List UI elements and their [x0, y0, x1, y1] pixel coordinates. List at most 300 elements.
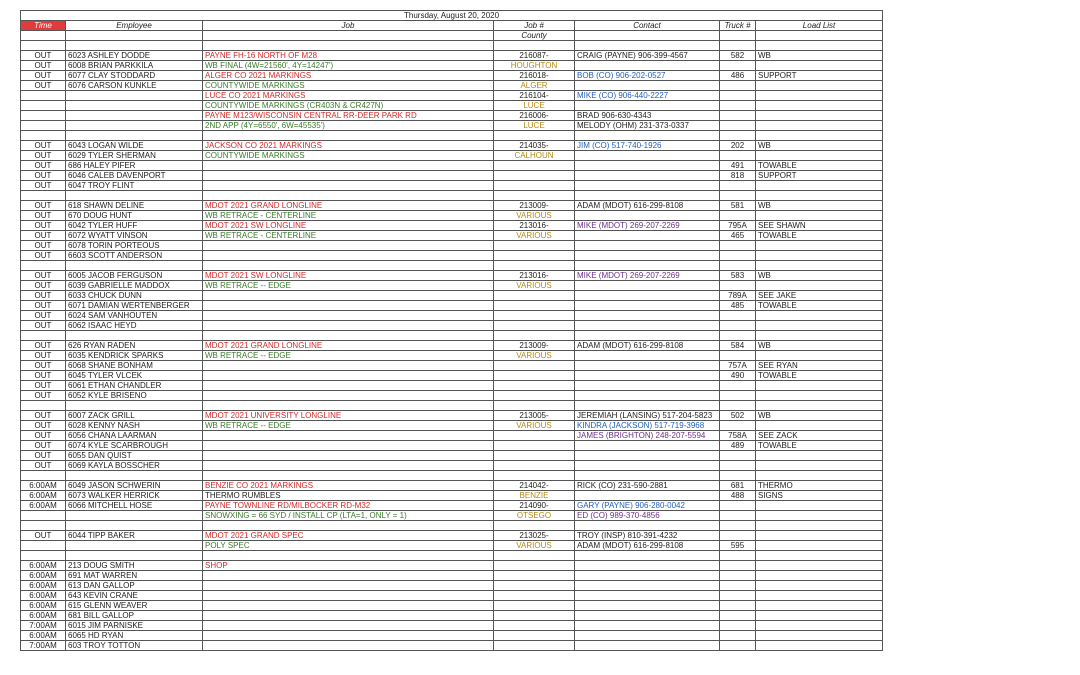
table-row	[21, 321, 883, 331]
employee-cell: 6008 BRIAN PARKKILA	[66, 61, 203, 71]
time-cell: OUT	[21, 431, 66, 441]
job-number-cell	[494, 241, 575, 251]
job-cell	[203, 591, 494, 601]
job-number-cell: 213016-	[494, 271, 575, 281]
employee-cell: 643 KEVIN CRANE	[66, 591, 203, 601]
employee-cell: 6033 CHUCK DUNN	[66, 291, 203, 301]
contact-cell: MIKE (MDOT) 269-207-2269	[575, 221, 720, 231]
job-number-cell: 214035-	[494, 141, 575, 151]
contact-cell: ADAM (MDOT) 616-299-8108	[575, 341, 720, 351]
time-cell: OUT	[21, 221, 66, 231]
table-row	[21, 101, 883, 111]
contact-cell	[575, 561, 720, 571]
table-row	[21, 111, 883, 121]
contact-cell	[575, 41, 720, 51]
job-cell	[203, 461, 494, 471]
truck-cell	[720, 511, 756, 521]
time-cell	[21, 101, 66, 111]
load-list-cell: THERMO	[756, 481, 883, 491]
load-list-cell	[756, 101, 883, 111]
table-row	[21, 641, 883, 651]
time-cell	[21, 91, 66, 101]
job-number-cell	[494, 171, 575, 181]
truck-cell	[720, 631, 756, 641]
spacer-row	[21, 401, 883, 411]
job-number-cell	[494, 261, 575, 271]
employee-cell	[66, 511, 203, 521]
load-list-cell	[756, 121, 883, 131]
job-number-cell: 216006-	[494, 111, 575, 121]
truck-cell	[720, 101, 756, 111]
truck-cell	[720, 151, 756, 161]
job-number-cell: 213005-	[494, 411, 575, 421]
contact-cell: RICK (CO) 231-590-2881	[575, 481, 720, 491]
contact-cell	[575, 191, 720, 201]
employee-cell: 6023 ASHLEY DODDE	[66, 51, 203, 61]
time-cell: OUT	[21, 321, 66, 331]
time-cell	[21, 551, 66, 561]
contact-cell	[575, 361, 720, 371]
contact-cell	[575, 101, 720, 111]
time-cell: 7:00AM	[21, 621, 66, 631]
contact-cell: ED (CO) 989-370-4856	[575, 511, 720, 521]
job-cell: COUNTYWIDE MARKINGS (CR403N & CR427N)	[203, 101, 494, 111]
employee-cell: 213 DOUG SMITH	[66, 561, 203, 571]
contact-cell	[575, 581, 720, 591]
job-cell	[203, 181, 494, 191]
time-cell: OUT	[21, 381, 66, 391]
table-row	[21, 511, 883, 521]
employee-cell	[66, 131, 203, 141]
contact-cell	[575, 281, 720, 291]
employee-cell: 6603 SCOTT ANDERSON	[66, 251, 203, 261]
job-cell: WB RETRACE -- EDGE	[203, 351, 494, 361]
job-cell: WB RETRACE -- EDGE	[203, 281, 494, 291]
header-employee: Employee	[66, 21, 203, 31]
job-number-cell	[494, 321, 575, 331]
job-number-cell	[494, 461, 575, 471]
truck-cell: 202	[720, 141, 756, 151]
contact-cell	[575, 181, 720, 191]
job-cell	[203, 41, 494, 51]
job-cell	[203, 521, 494, 531]
table-row	[21, 211, 883, 221]
load-list-cell: WB	[756, 341, 883, 351]
truck-cell	[720, 311, 756, 321]
load-list-cell	[756, 81, 883, 91]
truck-cell	[720, 521, 756, 531]
contact-cell	[575, 321, 720, 331]
job-cell: MDOT 2021 UNIVERSITY LONGLINE	[203, 411, 494, 421]
load-list-cell	[756, 581, 883, 591]
truck-cell: 584	[720, 341, 756, 351]
job-cell: MDOT 2021 SW LONGLINE	[203, 271, 494, 281]
employee-cell	[66, 91, 203, 101]
load-list-cell	[756, 41, 883, 51]
contact-cell: JIM (CO) 517-740-1926	[575, 141, 720, 151]
job-number-cell: 216018-	[494, 71, 575, 81]
employee-cell: 6056 CHANA LAARMAN	[66, 431, 203, 441]
contact-cell	[575, 461, 720, 471]
job-cell	[203, 241, 494, 251]
employee-cell: 6062 ISAAC HEYD	[66, 321, 203, 331]
time-cell: 6:00AM	[21, 561, 66, 571]
table-row	[21, 621, 883, 631]
contact-cell	[575, 61, 720, 71]
spacer-row	[21, 521, 883, 531]
employee-cell: 6076 CARSON KUNKLE	[66, 81, 203, 91]
truck-cell	[720, 421, 756, 431]
table-row	[21, 461, 883, 471]
time-cell: OUT	[21, 311, 66, 321]
employee-cell: 6046 CALEB DAVENPORT	[66, 171, 203, 181]
header-row	[21, 21, 883, 31]
time-cell: OUT	[21, 361, 66, 371]
contact-cell	[575, 371, 720, 381]
truck-cell	[720, 391, 756, 401]
schedule-sheet	[20, 10, 882, 651]
truck-cell	[720, 501, 756, 511]
time-cell	[21, 521, 66, 531]
contact-cell	[575, 471, 720, 481]
header-job-number: Job #	[494, 21, 575, 31]
load-list-cell	[756, 391, 883, 401]
load-list-cell	[756, 131, 883, 141]
truck-cell	[720, 571, 756, 581]
table-row	[21, 571, 883, 581]
truck-cell	[720, 611, 756, 621]
load-list-cell	[756, 61, 883, 71]
job-number-cell	[494, 591, 575, 601]
employee-cell: 6029 TYLER SHERMAN	[66, 151, 203, 161]
load-list-cell	[756, 251, 883, 261]
truck-cell	[720, 61, 756, 71]
time-cell: 6:00AM	[21, 501, 66, 511]
employee-cell: 6071 DAMIAN WERTENBERGER	[66, 301, 203, 311]
job-number-cell: 216087-	[494, 51, 575, 61]
contact-cell	[575, 291, 720, 301]
job-number-cell	[494, 601, 575, 611]
job-number-cell: CALHOUN	[494, 151, 575, 161]
job-number-cell	[494, 471, 575, 481]
time-cell	[21, 471, 66, 481]
time-cell: OUT	[21, 341, 66, 351]
load-list-cell	[756, 321, 883, 331]
truck-cell	[720, 351, 756, 361]
load-list-cell: SIGNS	[756, 491, 883, 501]
table-row	[21, 441, 883, 451]
job-cell	[203, 601, 494, 611]
time-cell: OUT	[21, 231, 66, 241]
job-number-cell: LUCE	[494, 121, 575, 131]
load-list-cell	[756, 151, 883, 161]
truck-cell	[720, 451, 756, 461]
job-number-cell	[494, 611, 575, 621]
job-cell: PAYNE TOWNLINE RD/MILBOCKER RD-M32	[203, 501, 494, 511]
table-row	[21, 421, 883, 431]
truck-cell	[720, 241, 756, 251]
job-number-cell	[494, 641, 575, 651]
contact-cell	[575, 621, 720, 631]
contact-cell: MIKE (MDOT) 269-207-2269	[575, 271, 720, 281]
job-number-cell: 213025-	[494, 531, 575, 541]
table-row	[21, 221, 883, 231]
spacer-row	[21, 41, 883, 51]
job-cell	[203, 291, 494, 301]
contact-cell	[575, 171, 720, 181]
job-cell	[203, 261, 494, 271]
employee-cell	[66, 541, 203, 551]
schedule-table	[20, 10, 883, 651]
job-number-cell	[494, 441, 575, 451]
contact-cell	[575, 241, 720, 251]
employee-cell: 6047 TROY FLINT	[66, 181, 203, 191]
load-list-cell	[756, 421, 883, 431]
load-list-cell	[756, 191, 883, 201]
load-list-cell: SEE ZACK	[756, 431, 883, 441]
job-number-cell: VARIOUS	[494, 351, 575, 361]
time-cell: OUT	[21, 271, 66, 281]
employee-cell: 6061 ETHAN CHANDLER	[66, 381, 203, 391]
time-cell: OUT	[21, 151, 66, 161]
employee-cell: 6007 ZACK GRILL	[66, 411, 203, 421]
job-cell	[203, 321, 494, 331]
spacer-row	[21, 471, 883, 481]
load-list-cell	[756, 471, 883, 481]
table-row	[21, 481, 883, 491]
contact-cell: JEREMIAH (LANSING) 517-204-5823	[575, 411, 720, 421]
load-list-cell	[756, 501, 883, 511]
time-cell: 6:00AM	[21, 481, 66, 491]
time-cell: OUT	[21, 291, 66, 301]
time-cell: OUT	[21, 201, 66, 211]
job-number-cell	[494, 581, 575, 591]
load-list-cell	[756, 541, 883, 551]
job-cell	[203, 371, 494, 381]
truck-cell: 581	[720, 201, 756, 211]
time-cell: OUT	[21, 241, 66, 251]
table-row	[21, 231, 883, 241]
truck-cell: 758A	[720, 431, 756, 441]
job-cell: COUNTYWIDE MARKINGS	[203, 151, 494, 161]
truck-cell	[720, 551, 756, 561]
truck-cell	[720, 191, 756, 201]
time-cell: OUT	[21, 171, 66, 181]
job-number-cell: HOUGHTON	[494, 61, 575, 71]
employee-cell: 615 GLENN WEAVER	[66, 601, 203, 611]
header-row-2	[21, 31, 883, 41]
load-list-cell	[756, 641, 883, 651]
truck-cell	[720, 591, 756, 601]
employee-cell: 6072 WYATT VINSON	[66, 231, 203, 241]
table-row	[21, 51, 883, 61]
job-number-cell	[494, 301, 575, 311]
truck-cell	[720, 471, 756, 481]
time-cell: OUT	[21, 181, 66, 191]
table-row	[21, 541, 883, 551]
contact-cell	[575, 301, 720, 311]
employee-cell: 6068 SHANE BONHAM	[66, 361, 203, 371]
job-number-cell: 214090-	[494, 501, 575, 511]
job-number-cell	[494, 181, 575, 191]
table-row	[21, 371, 883, 381]
employee-cell: 6044 TIPP BAKER	[66, 531, 203, 541]
employee-cell: 6005 JACOB FERGUSON	[66, 271, 203, 281]
truck-cell: 582	[720, 51, 756, 61]
employee-cell: 681 BILL GALLOP	[66, 611, 203, 621]
table-row	[21, 381, 883, 391]
employee-cell: 603 TROY TOTTON	[66, 641, 203, 651]
table-row	[21, 591, 883, 601]
truck-cell	[720, 321, 756, 331]
load-list-cell	[756, 451, 883, 461]
job-number-cell: VARIOUS	[494, 421, 575, 431]
job-cell	[203, 551, 494, 561]
truck-cell	[720, 381, 756, 391]
truck-cell	[720, 41, 756, 51]
job-number-cell: VARIOUS	[494, 231, 575, 241]
contact-cell: TROY (INSP) 810-391-4232	[575, 531, 720, 541]
time-cell	[21, 121, 66, 131]
spacer-row	[21, 131, 883, 141]
employee-cell: 6035 KENDRICK SPARKS	[66, 351, 203, 361]
employee-cell	[66, 41, 203, 51]
load-list-cell	[756, 211, 883, 221]
contact-cell: BRAD 906-630-4343	[575, 111, 720, 121]
job-cell: WB RETRACE -- EDGE	[203, 421, 494, 431]
time-cell: OUT	[21, 461, 66, 471]
job-number-cell	[494, 391, 575, 401]
job-cell: MDOT 2021 GRAND LONGLINE	[203, 201, 494, 211]
job-cell	[203, 191, 494, 201]
load-list-cell	[756, 401, 883, 411]
date-row	[21, 11, 883, 21]
job-cell: MDOT 2021 GRAND SPEC	[203, 531, 494, 541]
job-cell: MDOT 2021 SW LONGLINE	[203, 221, 494, 231]
truck-cell	[720, 211, 756, 221]
table-row	[21, 631, 883, 641]
truck-cell	[720, 461, 756, 471]
job-cell	[203, 581, 494, 591]
table-row	[21, 341, 883, 351]
truck-cell: 795A	[720, 221, 756, 231]
contact-cell: KINDRA (JACKSON) 517-719-3968	[575, 421, 720, 431]
time-cell: OUT	[21, 441, 66, 451]
table-row	[21, 491, 883, 501]
job-number-cell	[494, 621, 575, 631]
job-number-cell	[494, 431, 575, 441]
load-list-cell	[756, 261, 883, 271]
contact-cell	[575, 491, 720, 501]
load-list-cell	[756, 281, 883, 291]
time-cell	[21, 261, 66, 271]
table-row	[21, 151, 883, 161]
truck-cell	[720, 91, 756, 101]
job-cell	[203, 311, 494, 321]
job-cell: SHOP	[203, 561, 494, 571]
table-row	[21, 161, 883, 171]
job-cell: JACKSON CO 2021 MARKINGS	[203, 141, 494, 151]
truck-cell: 757A	[720, 361, 756, 371]
job-cell: PAYNE M123/WISCONSIN CENTRAL RR-DEER PARK RD	[203, 111, 494, 121]
truck-cell	[720, 81, 756, 91]
job-number-cell	[494, 401, 575, 411]
truck-cell	[720, 401, 756, 411]
truck-cell	[720, 261, 756, 271]
employee-cell: 670 DOUG HUNT	[66, 211, 203, 221]
spacer-row	[21, 331, 883, 341]
employee-cell: 6043 LOGAN WILDE	[66, 141, 203, 151]
truck-cell	[720, 181, 756, 191]
load-list-cell	[756, 521, 883, 531]
table-row	[21, 351, 883, 361]
job-cell: SNOWXING = 66 SYD / INSTALL CP (LTA=1, ONLY = 1)	[203, 511, 494, 521]
contact-cell: ADAM (MDOT) 616-299-8108	[575, 541, 720, 551]
contact-cell	[575, 441, 720, 451]
job-number-cell	[494, 41, 575, 51]
job-number-cell	[494, 521, 575, 531]
header-county: County	[494, 31, 575, 41]
employee-cell: 686 HALEY PIFER	[66, 161, 203, 171]
time-cell	[21, 331, 66, 341]
job-cell: POLY SPEC	[203, 541, 494, 551]
load-list-cell	[756, 311, 883, 321]
contact-cell	[575, 261, 720, 271]
employee-cell: 6024 SAM VANHOUTEN	[66, 311, 203, 321]
header-time: Time	[21, 21, 66, 31]
time-cell: 6:00AM	[21, 491, 66, 501]
job-cell	[203, 641, 494, 651]
time-cell: 6:00AM	[21, 571, 66, 581]
employee-cell: 6069 KAYLA BOSSCHER	[66, 461, 203, 471]
table-row	[21, 91, 883, 101]
truck-cell	[720, 621, 756, 631]
table-row	[21, 81, 883, 91]
contact-cell	[575, 381, 720, 391]
time-cell: 6:00AM	[21, 611, 66, 621]
load-list-cell: WB	[756, 141, 883, 151]
job-cell: 2ND APP (4Y=6550', 6W=45535')	[203, 121, 494, 131]
job-cell	[203, 381, 494, 391]
employee-cell: 6055 DAN QUIST	[66, 451, 203, 461]
time-cell	[21, 111, 66, 121]
time-cell: OUT	[21, 411, 66, 421]
job-number-cell: ALGER	[494, 81, 575, 91]
load-list-cell	[756, 611, 883, 621]
truck-cell	[720, 601, 756, 611]
truck-cell	[720, 531, 756, 541]
job-cell	[203, 361, 494, 371]
job-cell	[203, 471, 494, 481]
time-cell: OUT	[21, 351, 66, 361]
contact-cell	[575, 401, 720, 411]
time-cell: OUT	[21, 251, 66, 261]
table-row	[21, 281, 883, 291]
contact-cell	[575, 591, 720, 601]
job-number-cell: VARIOUS	[494, 281, 575, 291]
time-cell: OUT	[21, 281, 66, 291]
time-cell: 7:00AM	[21, 641, 66, 651]
job-cell: ALGER CO 2021 MARKINGS	[203, 71, 494, 81]
employee-cell: 6045 TYLER VLCEK	[66, 371, 203, 381]
truck-cell	[720, 131, 756, 141]
table-row	[21, 561, 883, 571]
job-number-cell: VARIOUS	[494, 211, 575, 221]
truck-cell	[720, 121, 756, 131]
load-list-cell: WB	[756, 201, 883, 211]
truck-cell: 595	[720, 541, 756, 551]
table-row	[21, 201, 883, 211]
